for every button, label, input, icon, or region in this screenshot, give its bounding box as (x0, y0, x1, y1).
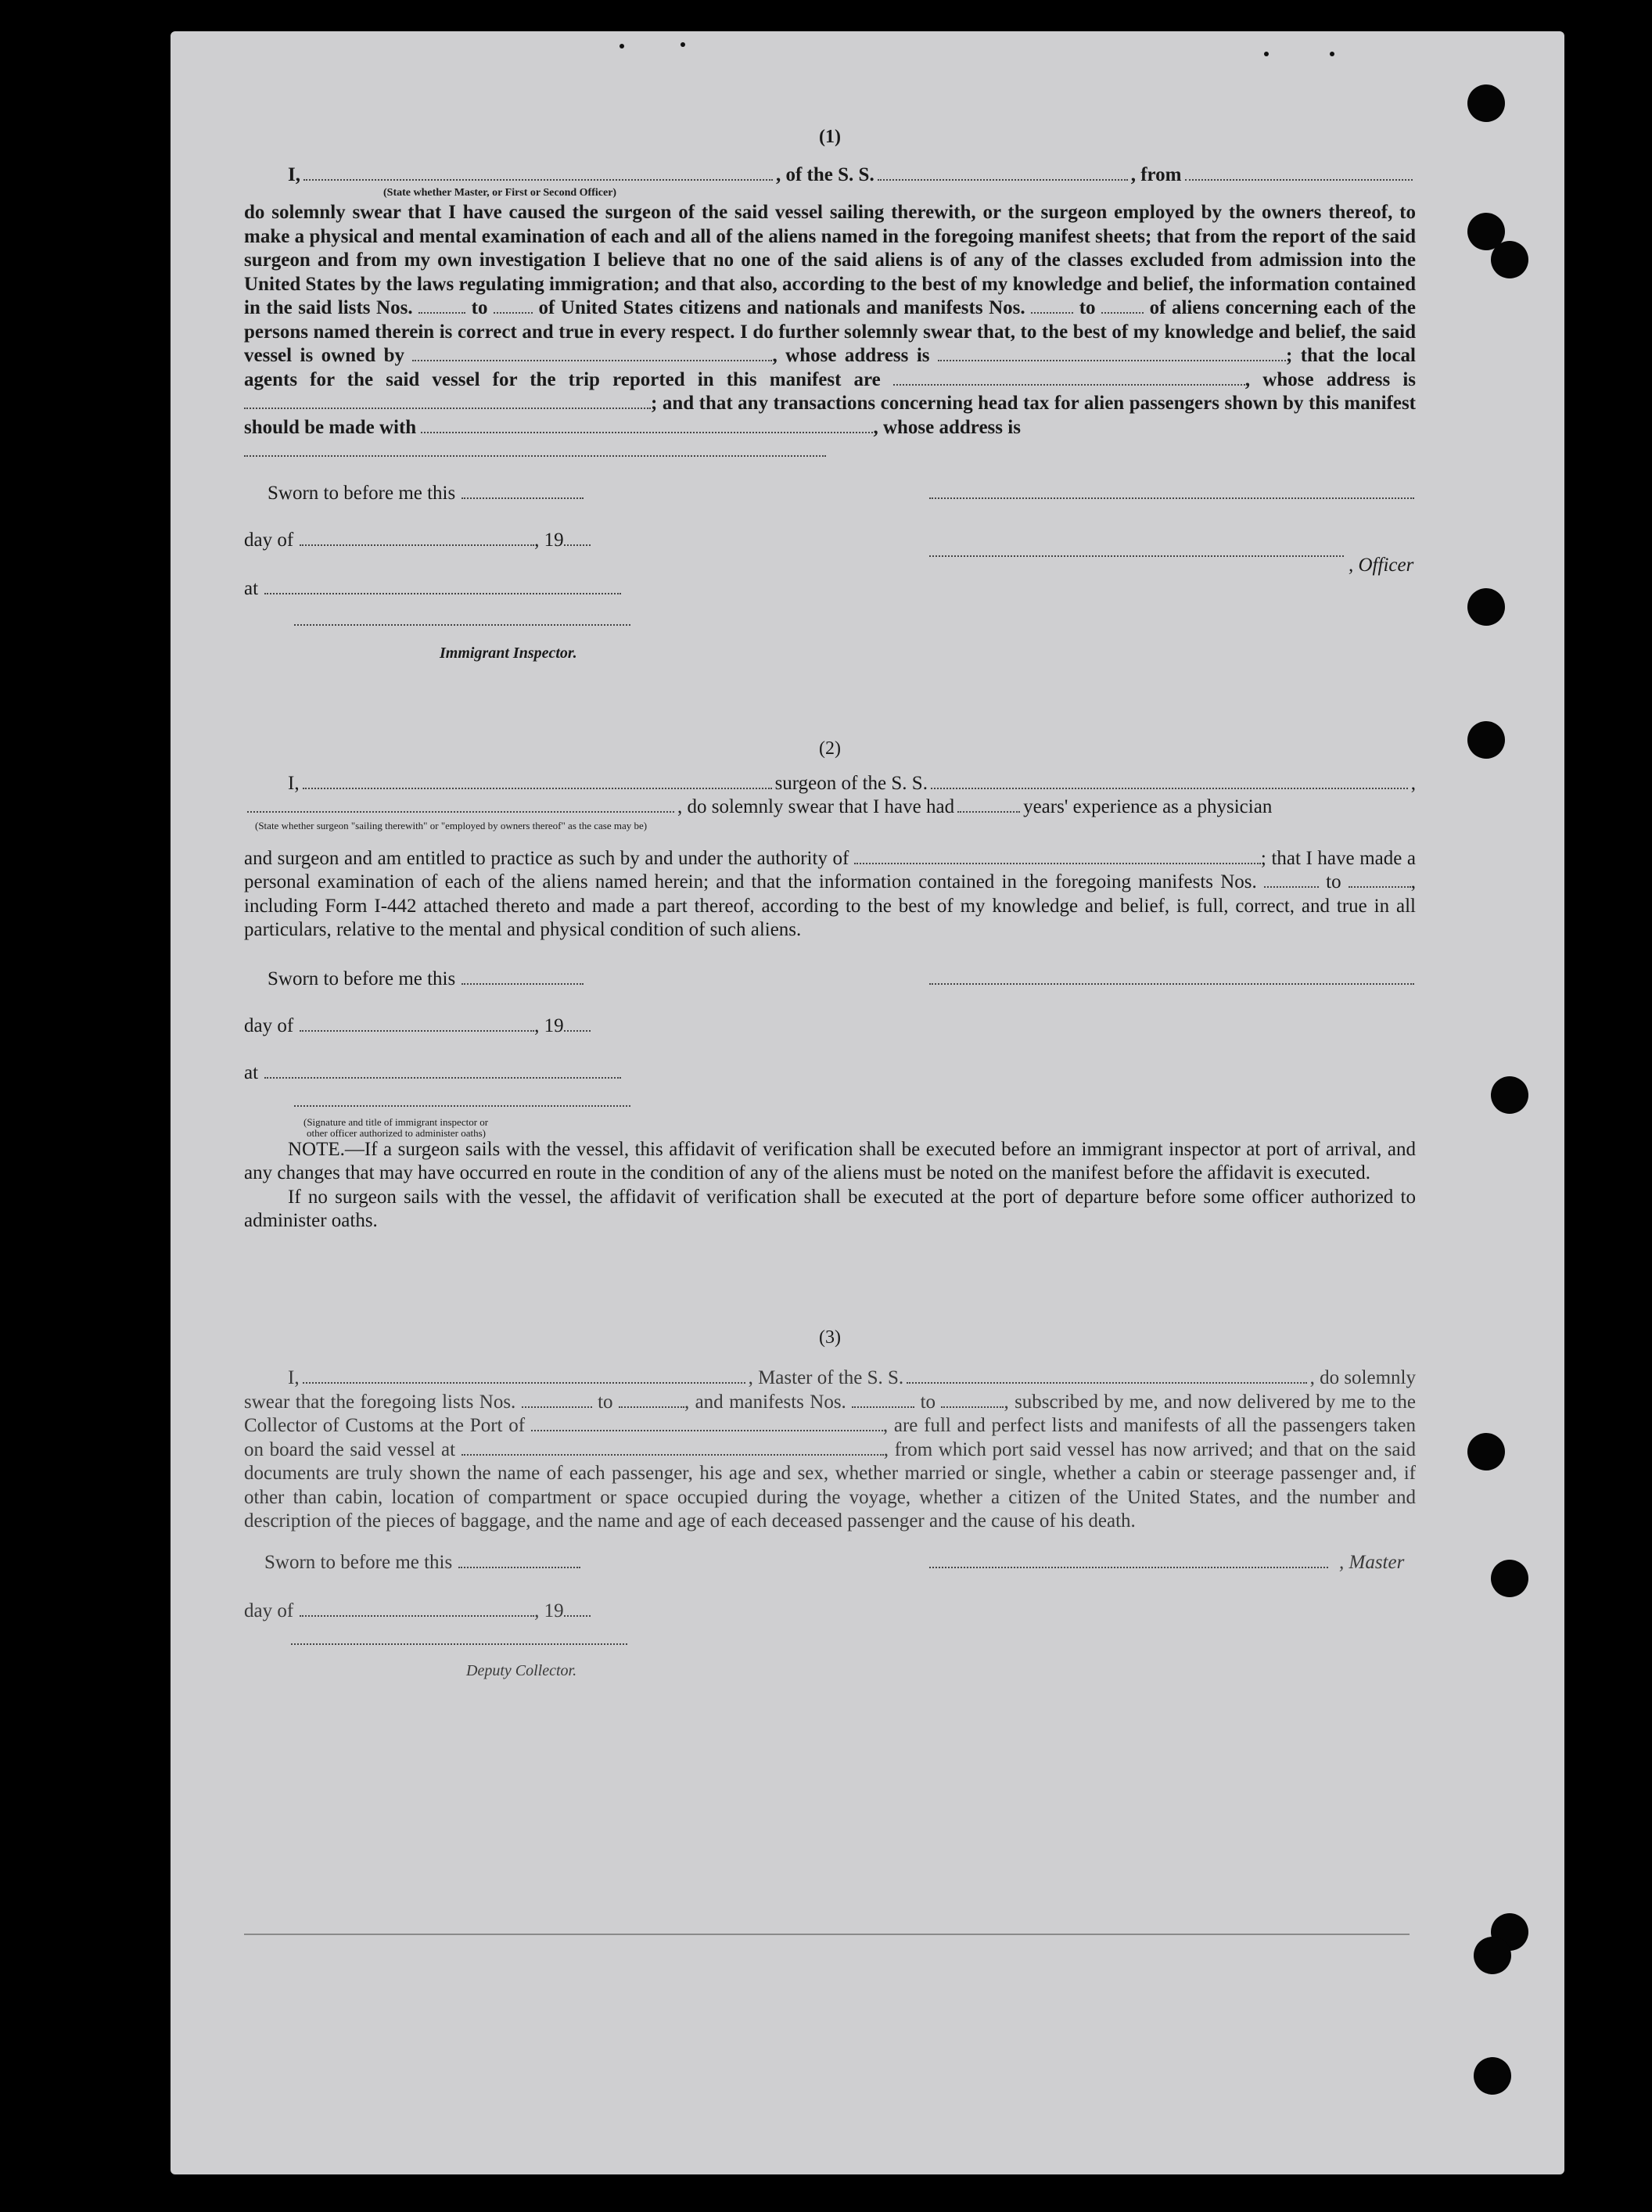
lists-to-field[interactable] (494, 296, 533, 314)
pronoun-label: I, (288, 1367, 300, 1388)
day-of-label: day of (244, 1600, 294, 1621)
sworn-label: Sworn to before me this (264, 1551, 453, 1573)
speck (1264, 52, 1269, 56)
agents-address-field[interactable] (244, 392, 651, 409)
manifests-to-field[interactable] (941, 1391, 1004, 1408)
master-signature-field[interactable] (929, 1567, 1328, 1568)
address-label: , whose address is (873, 416, 1021, 438)
years-field[interactable] (957, 795, 1020, 813)
port-from-field[interactable] (1185, 163, 1413, 181)
month-field[interactable] (300, 1600, 534, 1617)
address-label: , whose address is (772, 345, 930, 366)
oath-text-d: that the local agents for the said vessel for the trip reported in this manifest are (244, 345, 1416, 390)
head-tax-contact-field[interactable] (421, 416, 873, 433)
note-block (244, 1138, 1416, 1233)
note-text-2: If no surgeon sails with the vessel, the affidavit of verification shall be executed at the port of departure before some officer authorized to administer oaths. (244, 1186, 1416, 1231)
speck (1330, 52, 1334, 56)
section-1-signature-block (244, 471, 1416, 666)
punch-hole (1474, 2057, 1511, 2095)
owner-address-field[interactable] (938, 344, 1286, 361)
sworn-row (268, 482, 584, 506)
surgeon-declaration-line: I, surgeon of the S. S. , (244, 772, 1416, 796)
year-label: , 19 (534, 1014, 564, 1036)
master-of-label: , Master of the S. S. (748, 1367, 904, 1388)
sworn-label: Sworn to before me this (268, 968, 456, 989)
day-of-label: day of (244, 530, 294, 551)
at-label: at (244, 578, 259, 599)
at-label: at (244, 1061, 259, 1083)
sworn-label: Sworn to before me this (268, 483, 456, 504)
master-ship-field[interactable] (907, 1366, 1306, 1384)
section-2-signature-block (244, 943, 1416, 1138)
officer-signature-field[interactable] (929, 497, 1414, 499)
month-field[interactable] (300, 1014, 534, 1032)
manifests-from-field[interactable] (1031, 296, 1073, 314)
section-2-oath-text: and surgeon and am entitled to practice as such by and under the authority of ; that I have made a personal examination of each of the aliens named herein; and that the information contained in the foregoing manifests Nos. to , including Form I-442 attached thereto and made a part thereof, according to the best of my knowledge and belief, is full, correct, and true in all particulars, relative to the mental and physical condition of such aliens. (244, 847, 1417, 940)
head-tax-address-field[interactable] (244, 440, 826, 457)
manifests-from-field[interactable] (1264, 871, 1319, 888)
surgeon-experience-line (244, 795, 1416, 820)
section-3-oath-text (244, 1391, 1416, 1534)
day-of-label: day of (244, 1014, 294, 1036)
manifests-from-field[interactable] (852, 1391, 914, 1408)
signature-caption-2: other officer authorized to administer oaths) (307, 1126, 486, 1139)
lists-from-field[interactable] (522, 1391, 592, 1408)
month-field[interactable] (300, 529, 534, 546)
speck (620, 44, 624, 48)
subscribed-label: , subscribed by me, and now (1004, 1391, 1232, 1413)
oath-text-c: of aliens concerning each of the persons named therein is correct and true in every respect. I do further solemnly swear that, to the best of my knowledge and belief, the said vessel is owned by (244, 297, 1416, 366)
master-caption: , Master (1339, 1551, 1405, 1573)
punch-hole (1467, 1433, 1505, 1470)
section-3-number: (3) (819, 1327, 841, 1348)
inspector-caption: Immigrant Inspector. (440, 645, 577, 662)
deputy-collector-caption: Deputy Collector. (466, 1661, 577, 1679)
to-label: to (471, 297, 488, 318)
full-perfect-label: , are full and perfect lists and (882, 1415, 1118, 1436)
lists-to-field[interactable] (619, 1391, 684, 1408)
surgeon-status-note: (State whether surgeon "sailing therewith" or "employed by owners thereof" as the case may be) (255, 819, 648, 831)
section-1-number: (1) (819, 127, 841, 147)
officer-caption: , Officer (1349, 555, 1414, 576)
manifests-to-field[interactable] (1349, 871, 1411, 888)
pronoun-label: I, (288, 772, 300, 794)
officer-name-field[interactable] (303, 163, 773, 181)
sworn-day-field[interactable] (458, 1551, 580, 1568)
oath-text-a: and surgeon and am entitled to practice as such by and under the authority of (244, 847, 849, 869)
note-label: NOTE. (288, 1138, 345, 1160)
owner-field[interactable] (412, 344, 772, 361)
at-place-field[interactable] (264, 1061, 621, 1079)
oath-text-a: do solemnly swear that I have caused the surgeon of the said vessel sailing therewith, or the surgeon employed by the owners thereof, to make a physical and mental examination of each and all of the aliens named in the foregoing manifest sheets; that from the report of the said surgeon and from my own investigation I believe that no one of the said aliens is of any of the classes excluded from admission into the United States by the laws regulating immigration; and that also, according to the best of my knowledge and belief, the information contained in the said lists Nos. (244, 202, 1416, 318)
punch-hole (1467, 588, 1505, 626)
at-row (244, 1061, 621, 1086)
authority-field[interactable] (854, 847, 1261, 864)
surgeon-ship-field[interactable] (931, 772, 1408, 789)
year-label: , 19 (534, 530, 564, 551)
day-row (244, 1014, 591, 1039)
swear-lists-label: swear that the foregoing lists Nos. (244, 1391, 516, 1413)
at-place-field[interactable] (264, 577, 621, 594)
affidavit-content (244, 117, 1417, 1679)
note-text-1: —If a surgeon sails with the vessel, this affidavit of verification shall be executed before an immigrant inspector at port of arrival, and any changes that may have occurred en route in the condition of any of the aliens must be noted on the manifest before the affidavit is executed. (244, 1138, 1416, 1183)
surgeon-name-field[interactable] (303, 772, 772, 789)
oath-text-c: , including Form I-442 attached thereto and made a part thereof, according to the best of my knowledge and belief, is full, correct, and true in all particulars, relative to the mental and physical condition of such aliens. (244, 871, 1417, 940)
punch-hole (1491, 1076, 1528, 1114)
surgeon-of-label: surgeon of the S. S. (774, 772, 928, 794)
delivered-label: delivered by me to the Collector of Customs at the Port of (244, 1391, 1417, 1436)
section-2-number: (2) (819, 738, 841, 759)
address-label: whose address is (1262, 368, 1416, 390)
master-oath-line (244, 1366, 1416, 1391)
do-solemnly-label: , do solemnly (1309, 1367, 1416, 1388)
punch-hole (1491, 241, 1528, 278)
year-field[interactable] (564, 529, 591, 546)
at-row (244, 577, 621, 601)
years-label: years' experience as a physician (1023, 796, 1273, 817)
inspector-signature-field[interactable] (294, 624, 630, 626)
oath-text-e: ; and that any transactions concerning head tax for alien passengers shown by this manifest should be made with (244, 393, 1416, 438)
officer-rank-note: (State whether Master, or First or Second Officer) (383, 187, 617, 199)
to-label: to (598, 1391, 613, 1413)
master-declaration-line (244, 163, 1416, 188)
sworn-row (268, 968, 584, 992)
and-manifests-label: , and manifests Nos. (684, 1391, 846, 1413)
officer-title-field[interactable] (929, 555, 1344, 557)
punch-hole (1491, 1560, 1528, 1597)
day-row (244, 529, 591, 553)
oath-body: port said vessel has now arrived; and that on the said documents are truly shown the name of each passenger, his age and sex, whether married or single, whether a cabin or steerage passenger and, if other than cabin, location of compartment or space occupied during the voyage, whether a citizen of the United States, and the number and description of the pieces of baggage, and the name and age of each deceased passenger and the cause of his death. (244, 1438, 1417, 1532)
ship-name-field[interactable] (878, 163, 1128, 181)
agents-field[interactable] (893, 368, 1245, 386)
oath-text-b: of United States citizens and nationals and manifests Nos. (538, 297, 1025, 318)
day-row (244, 1600, 591, 1624)
punch-hole (1467, 84, 1505, 122)
deputy-collector-signature-field[interactable] (291, 1643, 627, 1645)
speck (681, 42, 685, 47)
master-name-field[interactable] (303, 1366, 745, 1384)
from-which-label: , from which (883, 1438, 986, 1460)
from-label: , from (1130, 163, 1182, 185)
to-label: to (920, 1391, 936, 1413)
administering-officer-signature-field[interactable] (294, 1105, 630, 1107)
punch-hole (1467, 721, 1505, 759)
section-1-oath-text: do solemnly swear that I have caused the surgeon of the said vessel sailing therewith, or the surgeon employed by the owners thereof, to make a physical and mental examination of each and all of the aliens named in the foregoing manifest sheets; that from the report of the said surgeon and from my own investigation I believe that no one of the said aliens is of any of the classes excluded from admission into the United States by the laws regulating immigration; and that also, according to the best of my knowledge and belief, the information contained in the said lists Nos. to of United States citizens and nationals and manifests Nos. to of aliens concerning each of the persons named therein is correct and true in every respect. I do further solemnly swear that, to the best of my knowledge and belief, the said vessel is owned by , whose address is ; that the local agents for the said vessel for the trip reported in this manifest are , whose address is ; and that any transactions concerning head tax for alien passengers shown by this manifest should be made with , whose address is (244, 202, 1416, 438)
port-field[interactable] (531, 1414, 883, 1431)
bottom-rule (244, 1934, 1410, 1935)
embarkation-port-field[interactable] (461, 1438, 884, 1456)
signature-caption-1: (Signature and title of immigrant inspector or (303, 1115, 489, 1128)
year-field[interactable] (564, 1014, 591, 1032)
pronoun-label: I, (288, 163, 300, 185)
year-label: , 19 (534, 1600, 564, 1621)
lists-from-field[interactable] (418, 296, 465, 314)
year-field[interactable] (564, 1600, 591, 1617)
to-label: to (1079, 297, 1096, 318)
sworn-day-field[interactable] (461, 968, 584, 985)
surgeon-status-field[interactable] (247, 795, 674, 813)
surgeon-signature-field[interactable] (929, 983, 1414, 985)
ship-label: , of the S. S. (775, 163, 874, 185)
swear-label: , do solemnly swear that I have had (677, 796, 955, 817)
punch-hole (1474, 1937, 1511, 1974)
sworn-day-field[interactable] (461, 482, 584, 499)
manifests-all-label: manifests of all the passengers taken on board the said vessel at (244, 1415, 1417, 1460)
oath-text-b: that I have made a personal examination of each of the aliens named herein; and that the information contained in the foregoing manifests Nos. (244, 847, 1417, 892)
manifests-to-field[interactable] (1101, 296, 1144, 314)
sworn-row (264, 1551, 580, 1575)
to-label: to (1326, 871, 1341, 892)
section-3-signature-block (244, 1534, 1416, 1679)
